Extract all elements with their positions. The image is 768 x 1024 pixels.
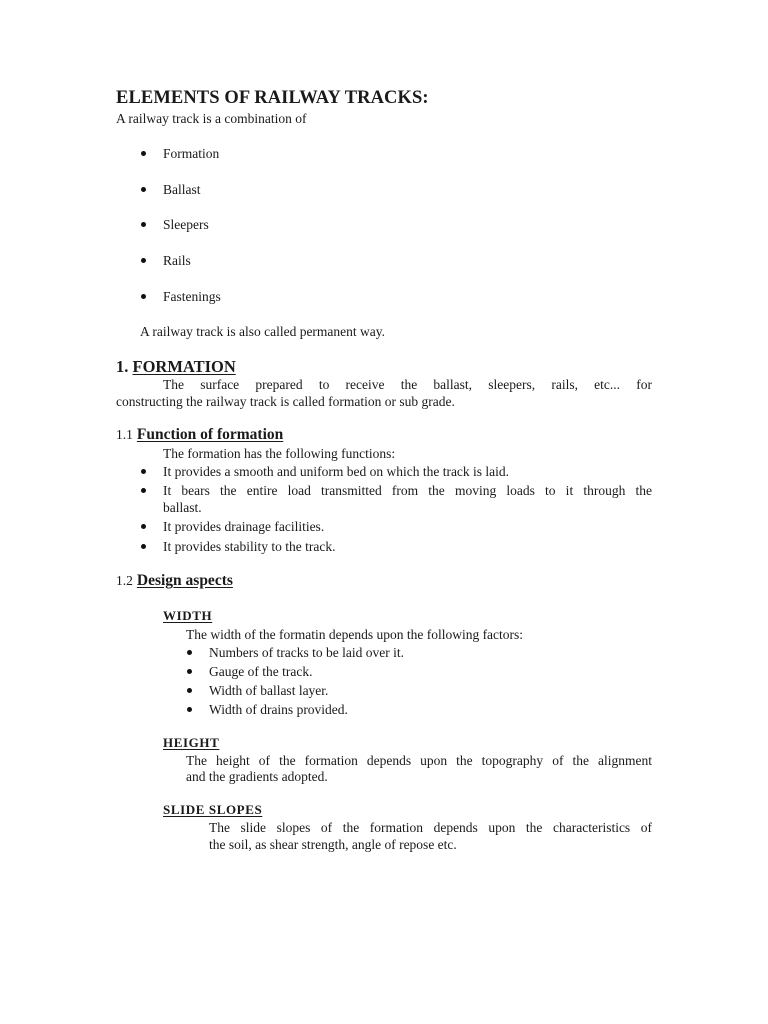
bullet-icon [141,488,146,493]
bullet-icon [141,469,146,474]
bullet-icon [141,151,146,156]
list-item: It provides drainage facilities. [163,519,325,534]
list-item: It provides stability to the track. [163,539,336,554]
list-item: It bears the entire load transmitted from the moving loads to it through the [163,483,652,498]
subsection-heading-design [116,572,233,590]
list-item: Sleepers [163,217,209,232]
bullet-icon [141,187,146,192]
list-item: Formation [163,146,220,161]
permanent-way-note: A railway track is also called permanent way. [140,324,386,339]
paragraph-line: and the gradients adopted. [186,769,328,784]
paragraph-line: The surface prepared to receive the ballast, sleepers, rails, etc... for [163,377,652,392]
paragraph-line: The formation has the following functions: [163,446,396,461]
list-item: Width of drains provided. [209,702,348,717]
list-item: Numbers of tracks to be laid over it. [209,645,404,660]
subsection-title: Function of formation [136,426,284,443]
subsection-number: 1.2 [116,573,133,588]
paragraph-line: The height of the formation depends upon the topography of the alignment [186,753,652,768]
bullet-icon [141,524,146,529]
height-heading: HEIGHT [163,735,220,750]
bullet-icon [141,222,146,227]
section-number: 1. [116,357,129,376]
section-title: FORMATION [132,357,236,376]
paragraph-line: the soil, as shear strength, angle of repose etc. [209,837,457,852]
paragraph-line: The width of the formatin depends upon the following factors: [186,627,524,642]
intro-text: A railway track is a combination of [116,111,307,126]
list-item: Width of ballast layer. [209,683,329,698]
list-item-continuation: ballast. [163,500,202,515]
list-item: Fastenings [163,289,221,304]
bullet-icon [141,258,146,263]
subsection-heading-function [116,426,283,444]
slide-slopes-heading: SLIDE SLOPES [163,802,263,817]
paragraph-line: constructing the railway track is called formation or sub grade. [116,394,455,409]
list-item: Ballast [163,182,201,197]
list-item: Gauge of the track. [209,664,313,679]
document-title: ELEMENTS OF RAILWAY TRACKS: [116,88,429,108]
paragraph-line: The slide slopes of the formation depends upon the characteristics of [209,820,652,835]
bullet-icon [187,707,192,712]
list-item: It provides a smooth and uniform bed on which the track is laid. [163,464,510,479]
width-heading: WIDTH [163,608,213,623]
bullet-icon [187,650,192,655]
bullet-icon [141,544,146,549]
bullet-icon [187,669,192,674]
list-item: Rails [163,253,191,268]
bullet-icon [187,688,192,693]
subsection-title: Design aspects [136,572,233,589]
subsection-number: 1.1 [116,427,133,442]
bullet-icon [141,294,146,299]
section-heading-formation [116,357,236,377]
